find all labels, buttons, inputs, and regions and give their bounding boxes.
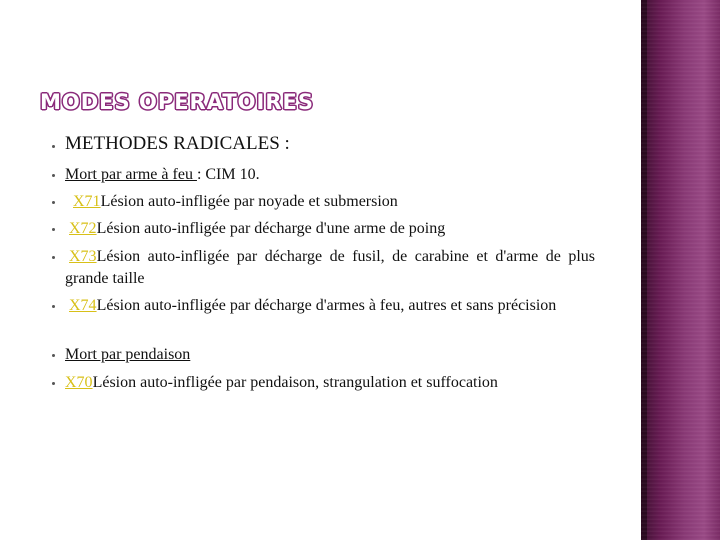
- bullet-icon: [52, 174, 55, 177]
- item-text: Lésion auto-infligée par décharge d'une arme de poing: [96, 220, 446, 237]
- list-item: [65, 344, 595, 366]
- item-text: Lésion auto-infligée par noyade et submersion: [100, 193, 398, 210]
- list-item: [65, 164, 595, 186]
- item-text: : CIM 10.: [196, 166, 260, 183]
- bullet-icon: [52, 354, 55, 357]
- bullet-icon: [52, 201, 55, 204]
- bullet-icon: [52, 145, 55, 148]
- bullet-icon: [52, 382, 55, 385]
- list-item: [65, 372, 595, 394]
- decorative-side-band: [641, 0, 720, 540]
- item-text: Lésion auto-infligée par décharge d'armes à feu, autres et sans précision: [96, 297, 557, 314]
- code-link-x73[interactable]: X73: [69, 248, 97, 265]
- subheading-underlined: Mort par pendaison: [65, 346, 191, 363]
- code-link-x71[interactable]: X71: [73, 193, 101, 210]
- item-text: Lésion auto-infligée par décharge de fusil, de carabine et d'arme de plus grande taille: [65, 248, 595, 287]
- bullet-icon: [52, 256, 55, 259]
- list-item: [65, 133, 595, 155]
- section-heading: METHODES RADICALES :: [65, 133, 290, 154]
- list-item: [65, 191, 595, 213]
- item-text: Lésion auto-infligée par pendaison, strangulation et suffocation: [92, 374, 498, 391]
- bullet-icon: [52, 305, 55, 308]
- list-item: [65, 218, 595, 240]
- list-item: [65, 295, 595, 317]
- subheading-underlined: Mort par arme à feu: [65, 166, 197, 183]
- code-link-x70[interactable]: X70: [65, 374, 93, 391]
- code-link-x72[interactable]: X72: [69, 220, 97, 237]
- list-item: [65, 246, 595, 290]
- slide-title: MODES OPERATOIRES: [40, 90, 314, 114]
- bullet-icon: [52, 228, 55, 231]
- code-link-x74[interactable]: X74: [69, 297, 97, 314]
